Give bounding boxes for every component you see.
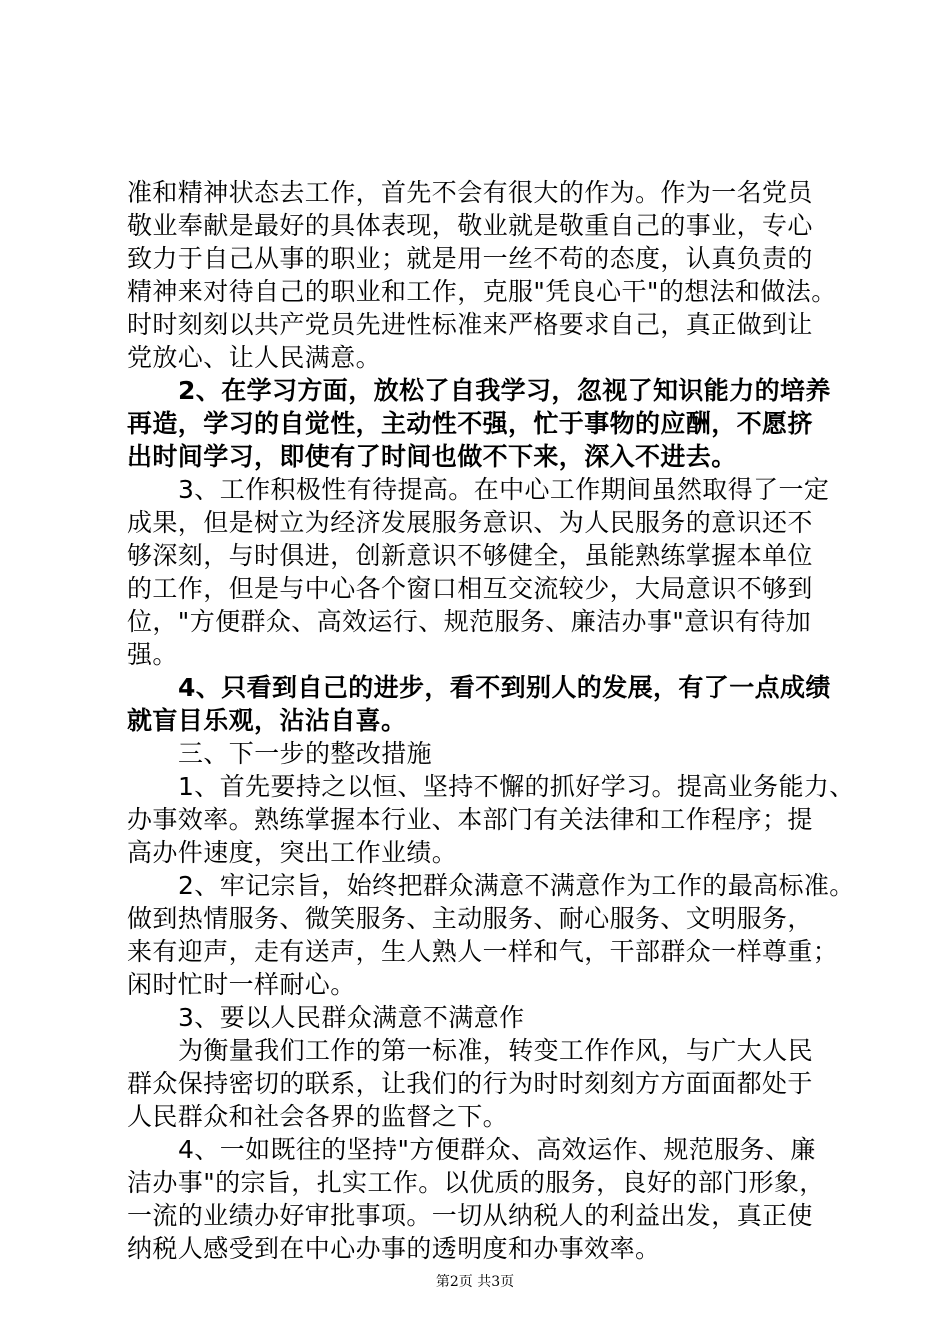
text-line: 精神来对待自己的职业和工作，克服"凭良心干"的想法和做法。 [127, 277, 837, 306]
text-line: 3、要以人民群众满意不满意作 [178, 1003, 525, 1032]
text-line: 再造，学习的自觉性，主动性不强，忙于事物的应酬，不愿挤 [127, 409, 813, 438]
text-line: 党放心、让人民满意。 [127, 343, 382, 372]
text-line: 时时刻刻以共产党员先进性标准来严格要求自己，真正做到让 [127, 310, 813, 339]
text-line: 4、只看到自己的进步，看不到别人的发展，有了一点成绩 [178, 673, 831, 702]
text-line: 够深刻，与时俱进，创新意识不够健全，虽能熟练掌握本单位 [127, 541, 813, 570]
text-line: 人民群众和社会各界的监督之下。 [127, 1102, 509, 1131]
text-line: 纳税人感受到在中心办事的透明度和办事效率。 [127, 1234, 661, 1263]
text-line: 4、一如既往的坚持"方便群众、高效运作、规范服务、廉 [178, 1135, 816, 1164]
text-line: 群众保持密切的联系，让我们的行为时时刻刻方方面面都处于 [127, 1069, 813, 1098]
text-line: 的工作，但是与中心各个窗口相互交流较少，大局意识不够到 [127, 574, 813, 603]
text-line: 致力于自己从事的职业；就是用一丝不苟的态度，认真负责的 [127, 244, 813, 273]
text-line: 位，"方便群众、高效运行、规范服务、廉洁办事"意识有待加 [127, 607, 812, 636]
text-line: 洁办事"的宗旨，扎实工作。以优质的服务，良好的部门形象， [127, 1168, 825, 1197]
text-line: 闲时忙时一样耐心。 [127, 970, 356, 999]
text-line: 做到热情服务、微笑服务、主动服务、耐心服务、文明服务， [127, 904, 813, 933]
page-footer: 第2页 共3页 [435, 1274, 515, 1290]
text-line: 2、牢记宗旨，始终把群众满意不满意作为工作的最高标准。 [178, 871, 855, 900]
text-line: 出时间学习，即使有了时间也做不下来，深入不进去。 [127, 442, 737, 471]
text-line: 强。 [127, 640, 178, 669]
text-line: 准和精神状态去工作，首先不会有很大的作为。作为一名党员 [127, 178, 813, 207]
document-body [127, 176, 855, 1265]
text-line: 为衡量我们工作的第一标准，转变工作作风，与广大人民 [178, 1036, 814, 1065]
text-line: 来有迎声，走有送声，生人熟人一样和气，干部群众一样尊重； [127, 937, 839, 966]
text-line: 敬业奉献是最好的具体表现，敬业就是敬重自己的事业，专心 [127, 211, 813, 240]
text-line: 办事效率。熟练掌握本行业、本部门有关法律和工作程序；提 [127, 805, 813, 834]
text-line: 三、下一步的整改措施 [178, 739, 433, 768]
text-line: 1、首先要持之以恒、坚持不懈的抓好学习。提高业务能力、 [178, 772, 855, 801]
text-line: 3、工作积极性有待提高。在中心工作期间虽然取得了一定 [178, 475, 830, 504]
text-line: 就盲目乐观，沾沾自喜。 [127, 706, 407, 735]
text-line: 成果，但是树立为经济发展服务意识、为人民服务的意识还不 [127, 508, 813, 537]
text-line: 2、在学习方面，放松了自我学习，忽视了知识能力的培养 [178, 376, 831, 405]
text-line: 高办件速度，突出工作业绩。 [127, 838, 458, 867]
text-line: 一流的业绩办好审批事项。一切从纳税人的利益出发，真正使 [127, 1201, 813, 1230]
